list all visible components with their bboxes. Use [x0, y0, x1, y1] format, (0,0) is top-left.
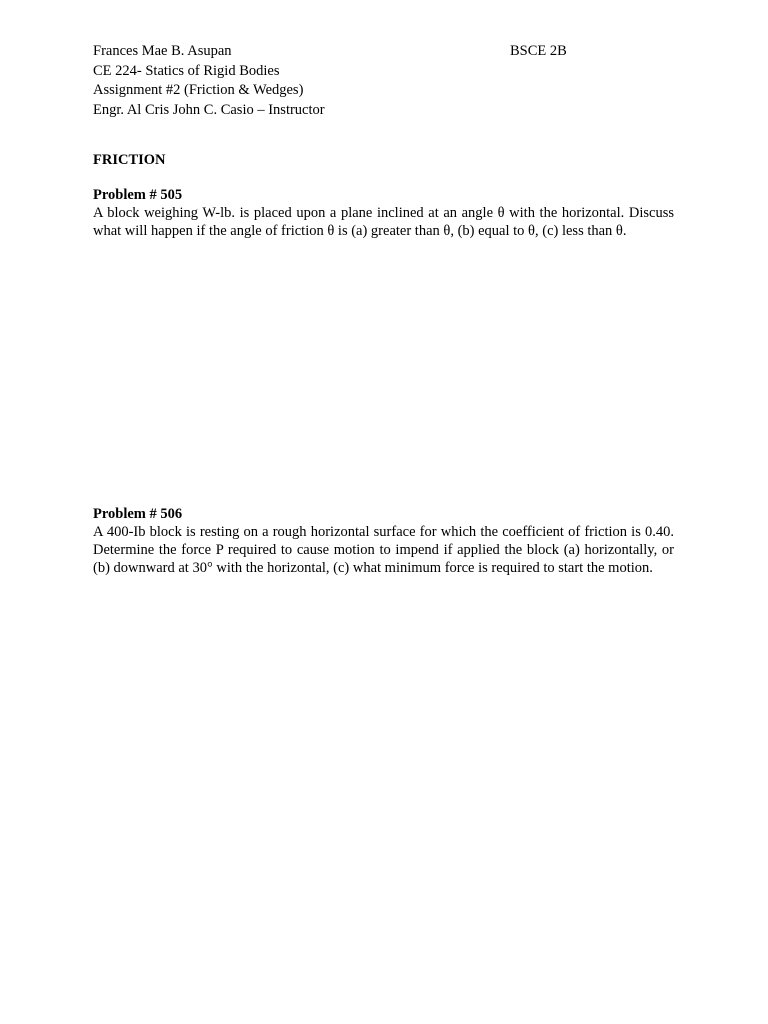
document-header — [93, 42, 673, 120]
problem-505 — [93, 186, 674, 240]
section-heading: FRICTION — [93, 152, 166, 168]
assignment-title: Assignment #2 (Friction & Wedges) — [93, 82, 304, 98]
problem-506 — [93, 505, 674, 577]
instructor-name: Engr. Al Cris John C. Casio – Instructor — [93, 101, 325, 118]
problem-statement: A 400-Ib block is resting on a rough horizontal surface for which the coefficient of friction is 0.40. Determine the force P required to cause motion to impend if applied the block (a) horizontally, or (b) downward at 30° with the horizontal, (c) what minimum force is required to start the motion. — [93, 524, 674, 576]
student-name: Frances Mae B. Asupan — [93, 43, 232, 59]
course-title: CE 224- Statics of Rigid Bodies — [93, 62, 280, 79]
problem-title: Problem # 506 — [93, 506, 183, 522]
header-name-row — [93, 42, 673, 62]
problem-statement: A block weighing W-lb. is placed upon a plane inclined at an angle θ with the horizontal. Discuss what will happen if the angle of friction θ is (a) greater than θ, (b) equal to θ, (c) less than θ. — [93, 205, 674, 239]
problem-title: Problem # 505 — [93, 187, 183, 203]
section-code: BSCE 2B — [510, 43, 567, 59]
